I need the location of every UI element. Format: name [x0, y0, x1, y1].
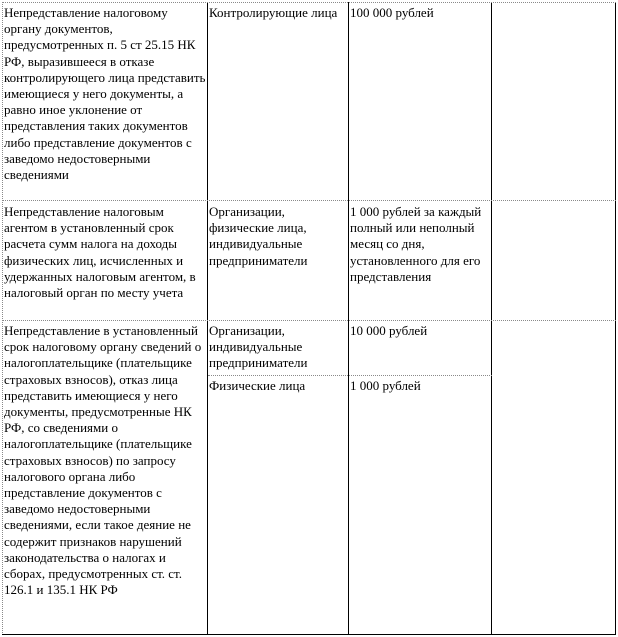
row2-violation-cell: Непредставление налоговым агентом в установленный срок расчета сумм налога на доходы физических лиц, исчисленных и удержанных налоговым агентом, в налоговый орган по месту учета: [4, 204, 196, 301]
table-border-bottom: [2, 634, 616, 635]
row3-violation-cell: Непредставление в установленный срок налоговому органу сведений о налогоплательщике (плательщике страховых взносов), отказ лица представить имеющиеся у него документы, предусмотренные НК РФ, со сведениями о налогоплательщике (плательщике страховых взносов) по запросу налогового органа либо представление документов с заведомо недостоверными сведениями, если такое деяние не содержит признаков нарушений законодательства о налогах и сборах, предусмотренных ст. ст. 126.1 и 135.1 НК РФ: [4, 323, 202, 598]
row3a-penalty-cell: 10 000 рублей: [350, 323, 428, 338]
table-border-top: [2, 2, 616, 3]
row3b-penalty-cell: 1 000 рублей: [350, 378, 421, 393]
row3a-subject-cell: Организации, индивидуальные предприниматели: [209, 323, 308, 371]
row1-violation-cell: Непредставление налоговому органу документов, предусмотренных п. 5 ст 25.15 НК РФ, выразившееся в отказе контролирующего лица представить имеющиеся у него документы, а равно иное уклонение от представления таких документов либо представление документов с заведомо недостоверными сведениями: [4, 5, 206, 183]
row-divider-1: [2, 200, 616, 201]
column-divider-2: [348, 2, 349, 635]
column-divider-3: [491, 2, 492, 635]
row2-subject-cell: Организации, физические лица, индивидуальные предприниматели: [209, 204, 308, 268]
row-divider-2: [2, 320, 616, 321]
table-border-left: [2, 2, 3, 635]
penalties-table: [2, 2, 616, 635]
table-border-right: [615, 2, 616, 635]
column-divider-1: [207, 2, 208, 635]
sub-row-divider: [208, 375, 492, 376]
row1-penalty-cell: 100 000 рублей: [350, 5, 434, 20]
row3b-subject-cell: Физические лица: [209, 378, 306, 393]
row1-subject-cell: Контролирующие лица: [209, 5, 338, 20]
row2-penalty-cell: 1 000 рублей за каждый полный или неполный месяц со дня, установленного для его представления: [350, 204, 482, 284]
